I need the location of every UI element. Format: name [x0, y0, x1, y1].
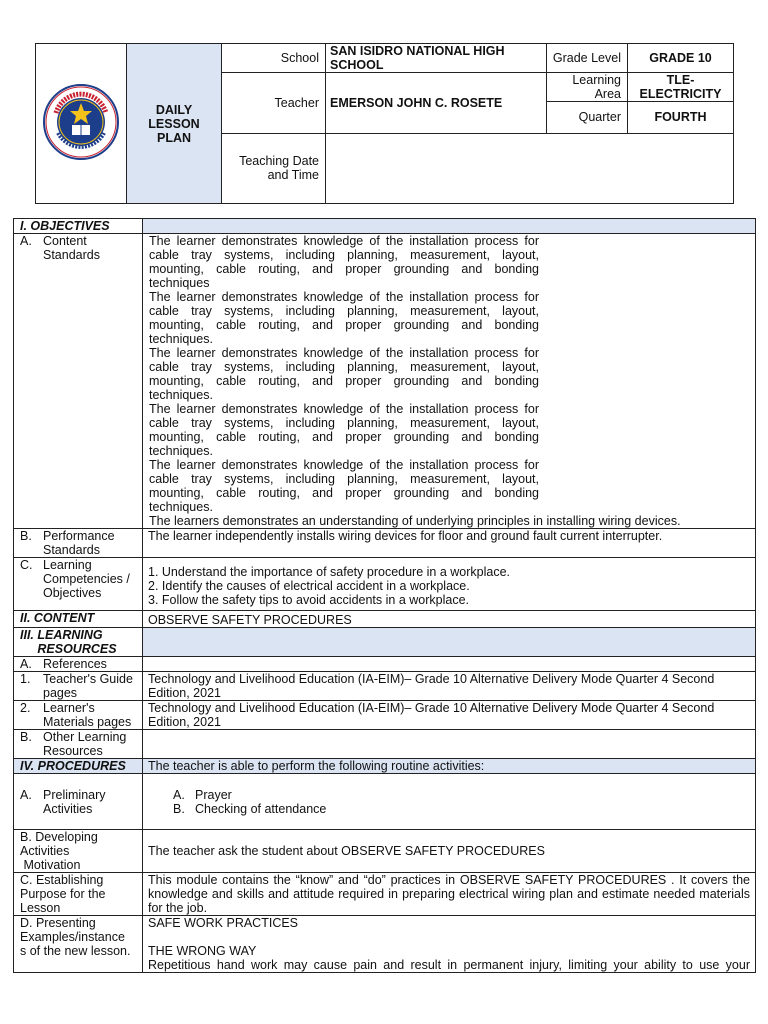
list-item: A. Prayer — [173, 787, 232, 802]
area-quarter-values — [628, 73, 734, 133]
purpose-label: C. Establishing Purpose for the Lesson — [14, 873, 143, 916]
deped-seal-logo — [42, 83, 120, 161]
purpose-text: This module contains the “know” and “do” practices in OBSERVE SAFETY PROCEDURES . It covers the knowledge and skills and attitude required in preparing electrical wiring plan and estimate needed materials for the job. — [143, 873, 756, 916]
competencies-label: Learning Competencies / Objectives — [43, 558, 130, 600]
competencies-list: 1. Understand the importance of safety procedure in a workplace. 2. Identify the causes of electrical accident in a workplace. 3. Follow the safety tips to avoid accidents in a workplace. — [143, 558, 756, 611]
developing-row — [14, 830, 756, 873]
grade-level-value: GRADE 10 — [628, 44, 734, 73]
teaching-date-value — [326, 133, 734, 203]
purpose-row — [14, 873, 756, 916]
references-row: A. References — [14, 657, 756, 672]
content-standards-text: The learner demonstrates knowledge of the installation process for cable tray systems, including planning, measurement, layout, mounting, cable routing, and proper grounding and bonding techniques The learner demonstrates knowledge of the installation process for cable tray systems, including planning, measurement, layout, mounting, cable routing, and proper grounding and bonding techniques. The learner demonstrates knowledge of the installation process for cable tray systems, including planning, measurement, layout, mounting, cable routing, and proper grounding and bonding techniques. The learner demonstrates knowledge of the installation process for cable tray systems, including planning, measurement, layout, mounting, cable routing, and proper grounding and bonding techniques. The learner demonstrates knowledge of the installation process for cable tray systems, including planning, measurement, layout, mounting, cable routing, and proper grounding and bonding techniques. The learners demonstrates an understanding of underlying principles in installing wiring devices. — [143, 234, 756, 529]
objectives-heading: I. OBJECTIVES — [14, 219, 143, 234]
learning-area-value: TLE-ELECTRICITY — [628, 73, 733, 102]
learners-materials-label: Learner's Materials pages — [43, 701, 132, 729]
content-heading: II. CONTENT — [14, 611, 143, 628]
preliminary-list — [143, 774, 756, 830]
header-table — [35, 43, 734, 204]
teachers-guide-row: 1. Teacher's Guide pages Technology and Livelihood Education (IA-EIM)– Grade 10 Alternative Delivery Mode Quarter 4 Second Edition, 2021 — [14, 672, 756, 701]
performance-standards-label: Performance Standards — [43, 529, 115, 557]
content-standards-final: The learners demonstrates an understanding of underlying principles in installing wiring devices. — [149, 514, 681, 528]
content-standards-label: Content Standards — [43, 234, 100, 262]
references-label: References — [43, 657, 107, 671]
preliminary-row: A. Preliminary Activities A. Prayer B. Checking of attendance — [14, 774, 756, 830]
developing-label: B. Developing Activities Motivation — [14, 830, 143, 873]
quarter-label: Quarter — [578, 110, 621, 125]
teachers-guide-value: Technology and Livelihood Education (IA-EIM)– Grade 10 Alternative Delivery Mode Quarter 4 Second Edition, 2021 — [143, 672, 756, 701]
performance-standards-row: B. Performance Standards The learner independently installs wiring devices for floor and ground fault current interrupter. — [14, 529, 756, 558]
developing-text: The teacher ask the student about OBSERVE SAFETY PROCEDURES — [143, 830, 756, 873]
learning-resources-heading: III. LEARNING RESOURCES — [14, 628, 143, 657]
competencies-row: C. Learning Competencies / Objectives 1. Understand the importance of safety procedure in a workplace. 2. Identify the causes of electrical accident in a workplace. 3. Follow the safety tips to avoid accidents in a workplace. — [14, 558, 756, 611]
learners-materials-row: 2. Learner's Materials pages Technology and Livelihood Education (IA-EIM)– Grade 10 Alternative Delivery Mode Quarter 4 Second Edition, 2021 — [14, 701, 756, 730]
learners-materials-value: Technology and Livelihood Education (IA-EIM)– Grade 10 Alternative Delivery Mode Quarter 4 Second Edition, 2021 — [143, 701, 756, 730]
other-resources-label: Other Learning Resources — [43, 730, 127, 758]
performance-standards-text: The learner independently installs wiring devices for floor and ground fault current interrupter. — [143, 529, 756, 558]
preliminary-label: Preliminary Activities — [43, 787, 106, 816]
teacher-value: EMERSON JOHN C. ROSETE — [326, 73, 547, 133]
presenting-content: SAFE WORK PRACTICES THE WRONG WAY Repetitious hand work may cause pain and result in permanent injury, limiting your ability to use your — [143, 916, 756, 973]
content-standards-row: A. Content Standards The learner demonstrates knowledge of the installation process for cable tray systems, including planning, measurement, layout, mounting, cable routing, and proper grounding and bonding techniques The learner demonstrates knowledge of the installation process for cable tray systems, including planning, measurement, layout, mounting, cable routing, and proper grounding and bonding techniques. The learner demonstrates knowledge of the installation process for cable tray systems, including planning, measurement, layout, mounting, cable routing, and proper grounding and bonding techniques. The learner demonstrates knowledge of the installation process for cable tray systems, including planning, measurement, layout, mounting, cable routing, and proper grounding and bonding techniques. The learner demonstrates knowledge of the installation process for cable tray systems, including planning, measurement, layout, mounting, cable routing, and proper grounding and bonding techniques. The learners demonstrates an understanding of underlying principles in installing wiring devices. — [14, 234, 756, 529]
deped-logo-cell — [36, 44, 127, 204]
other-resources-row: B. Other Learning Resources — [14, 730, 756, 759]
teachers-guide-label: Teacher's Guide pages — [43, 672, 133, 700]
area-quarter-labels — [547, 73, 628, 133]
teacher-label: Teacher — [222, 73, 326, 133]
school-label: School — [222, 44, 326, 73]
section-content — [14, 611, 756, 628]
presenting-label: D. Presenting Examples/instance s of the new lesson. — [14, 916, 143, 973]
presenting-row — [14, 916, 756, 973]
list-item: B. Checking of attendance — [173, 801, 327, 816]
section-objectives — [14, 219, 756, 234]
teaching-date-label: Teaching Date and Time — [222, 133, 326, 203]
daily-lesson-plan-title: DAILY LESSON PLAN — [127, 44, 222, 204]
content-value: OBSERVE SAFETY PROCEDURES — [143, 611, 756, 628]
learning-area-label: Learning Area — [547, 73, 627, 102]
quarter-value: FOURTH — [654, 110, 707, 125]
section-procedures — [14, 759, 756, 774]
school-value: SAN ISIDRO NATIONAL HIGH SCHOOL — [326, 44, 547, 73]
procedures-heading: IV. PROCEDURES — [14, 759, 143, 774]
grade-level-label: Grade Level — [547, 44, 628, 73]
section-learning-resources — [14, 628, 756, 657]
lesson-plan-table — [13, 218, 756, 973]
procedures-intro: The teacher is able to perform the following routine activities: — [143, 759, 756, 774]
